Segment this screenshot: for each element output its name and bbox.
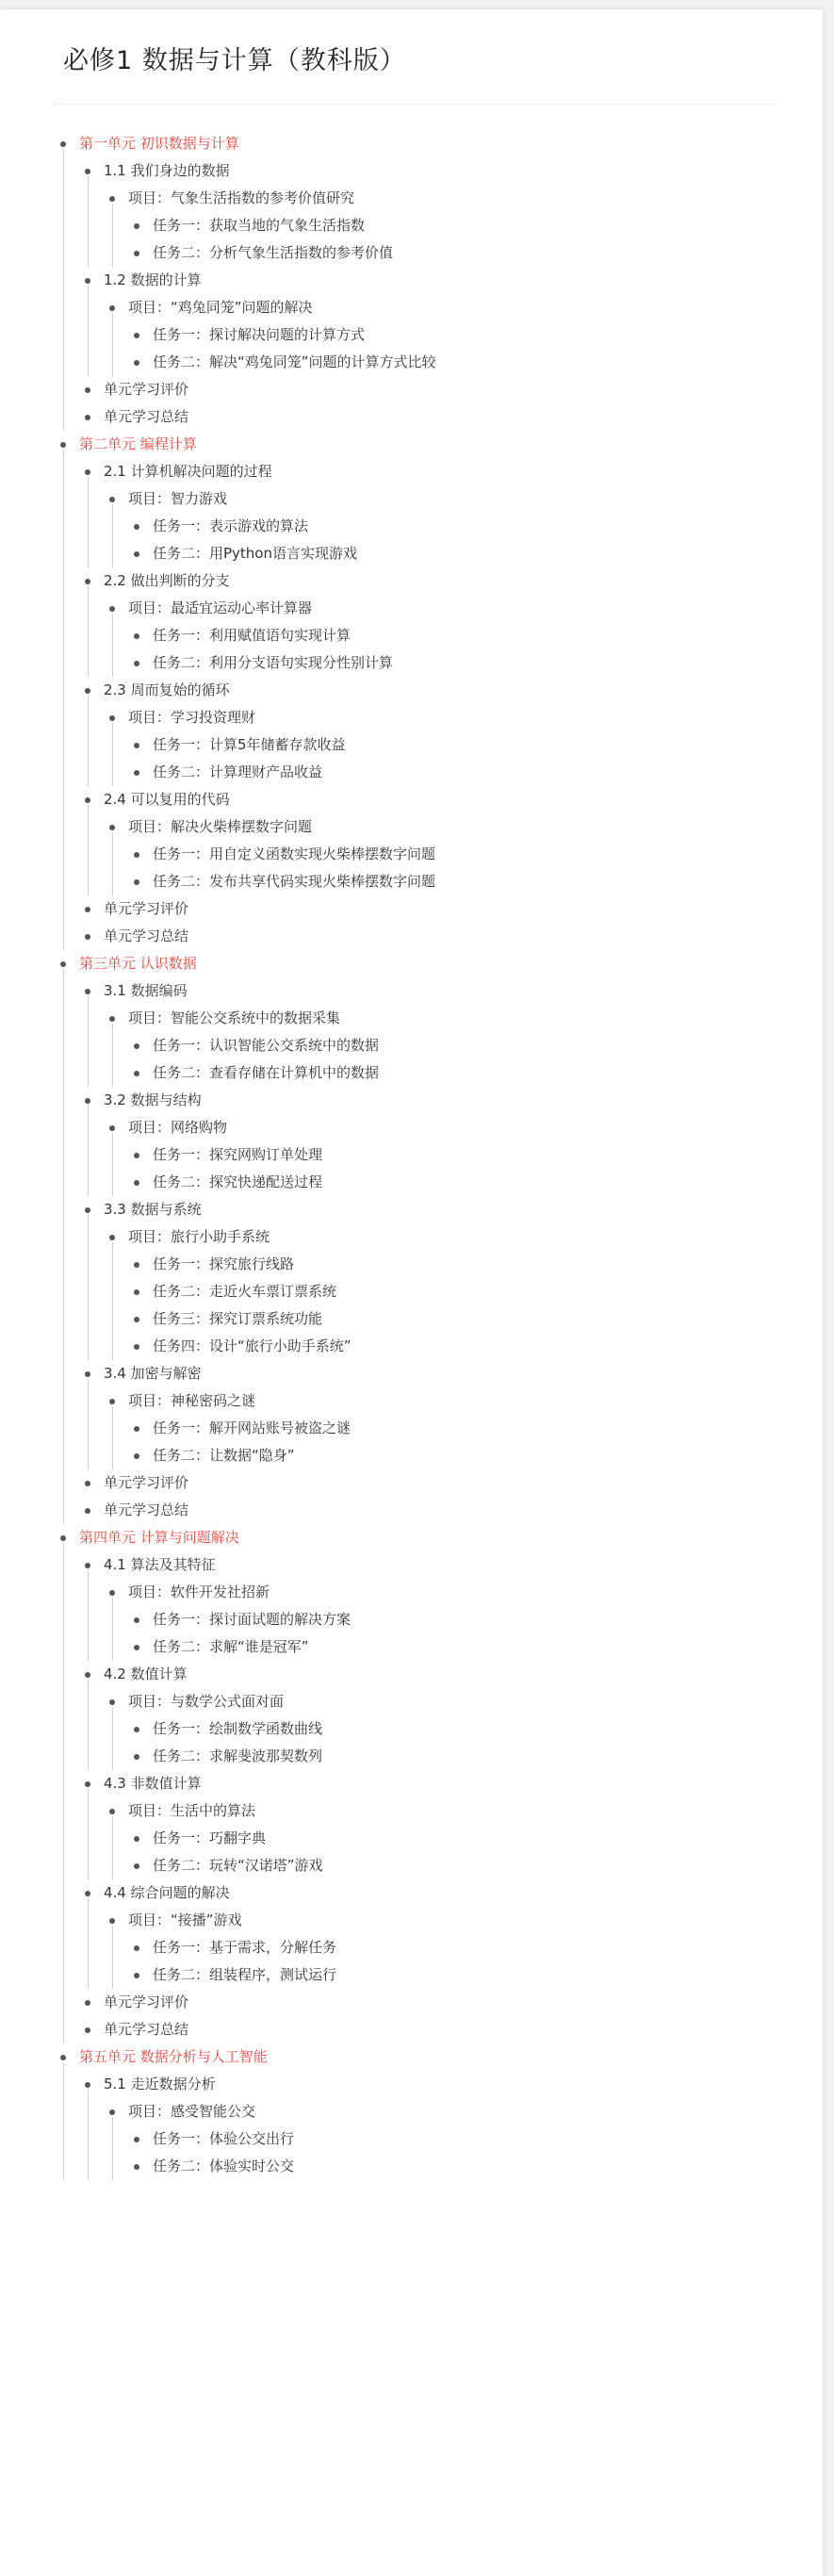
bullet-dot-icon <box>85 469 90 475</box>
bullet-dot-icon <box>109 1809 115 1814</box>
bullet-dot-icon <box>109 196 115 202</box>
bullet-dot-icon <box>85 1098 90 1104</box>
outline-task-label: 任务二：发布共享代码实现火柴棒摆数字问题 <box>153 873 436 890</box>
title-divider <box>54 104 772 105</box>
bullet-dot-icon <box>85 1207 90 1213</box>
bullet-dot-icon <box>85 2027 90 2033</box>
outline-section-label: 1.2 数据的计算 <box>104 271 202 288</box>
outline-project-label: 项目：生活中的算法 <box>128 1802 256 1819</box>
outline-project[interactable] <box>0 1907 823 1934</box>
outline-project-label: 项目：软件开发社招新 <box>128 1583 270 1600</box>
outline-task-label: 任务一：探讨面试题的解决方案 <box>153 1611 352 1628</box>
outline-section[interactable] <box>0 1661 823 1688</box>
outline-unit[interactable] <box>0 2043 823 2071</box>
bullet-dot-icon <box>109 1235 115 1240</box>
tree-guide-line <box>88 1789 89 1879</box>
bullet-dot-icon <box>134 770 139 776</box>
outline-project-label: 项目：解决火柴棒摆数字问题 <box>128 818 313 835</box>
tree-guide-line <box>112 1926 113 1989</box>
tree-guide-line <box>63 2062 64 2180</box>
bullet-dot-icon <box>134 1645 139 1650</box>
outline-project-label: 项目：“鸡兔同笼”问题的解决 <box>128 299 313 316</box>
outline-section[interactable] <box>0 786 823 813</box>
outline-task[interactable] <box>0 841 823 868</box>
outline-task[interactable] <box>0 212 823 239</box>
outline-section[interactable] <box>0 267 823 294</box>
tree-guide-line <box>112 1598 113 1661</box>
outline-task[interactable] <box>0 1032 823 1059</box>
bullet-dot-icon <box>134 2164 139 2170</box>
outline-section[interactable] <box>0 677 823 704</box>
outline-section-label: 4.1 算法及其特征 <box>104 1556 216 1573</box>
bullet-dot-icon <box>134 1289 139 1295</box>
outline-project[interactable] <box>0 485 823 513</box>
outline-task-label: 任务二：探究快递配送过程 <box>153 1173 323 1190</box>
bullet-dot-icon <box>134 1836 139 1842</box>
outline-section[interactable] <box>0 1989 823 2016</box>
tree-guide-line <box>88 1215 89 1360</box>
outline-project[interactable] <box>0 704 823 731</box>
bullet-dot-icon <box>134 1727 139 1732</box>
bullet-dot-icon <box>85 387 90 393</box>
outline-task[interactable] <box>0 2153 823 2180</box>
bullet-dot-icon <box>134 1426 139 1432</box>
outline-task[interactable] <box>0 2125 823 2153</box>
outline-section-label: 单元学习评价 <box>104 381 189 398</box>
outline-project-label: 项目：感受智能公交 <box>128 2103 256 2120</box>
tree-guide-line <box>88 477 89 567</box>
bullet-dot-icon <box>109 606 115 612</box>
outline-section[interactable] <box>0 2071 823 2098</box>
outline-task[interactable] <box>0 513 823 540</box>
bullet-dot-icon <box>134 551 139 557</box>
outline-task-label: 任务一：获取当地的气象生活指数 <box>153 217 366 234</box>
outline-section[interactable] <box>0 1879 823 1907</box>
outline-section[interactable] <box>0 1551 823 1579</box>
tree-guide-line <box>112 1024 113 1087</box>
outline-section-label: 单元学习总结 <box>104 1501 189 1518</box>
outline-section-label: 2.2 做出判断的分支 <box>104 572 230 589</box>
outline-project-label: 项目：最适宜运动心率计算器 <box>128 599 313 616</box>
tree-guide-line <box>88 1680 89 1770</box>
outline-unit-label: 第三单元 认识数据 <box>79 955 197 972</box>
tree-guide-line <box>88 176 89 267</box>
bullet-dot-icon <box>85 1891 90 1896</box>
outline-section-label: 2.4 可以复用的代码 <box>104 791 230 808</box>
outline-project[interactable] <box>0 294 823 321</box>
tree-guide-line <box>63 149 64 431</box>
outline-section-label: 单元学习评价 <box>104 900 189 917</box>
bullet-dot-icon <box>134 1317 139 1322</box>
outline-project-label: 项目：智能公交系统中的数据采集 <box>128 1009 341 1026</box>
outline-task[interactable] <box>0 239 823 267</box>
tree-guide-line <box>112 1707 113 1770</box>
outline-task[interactable] <box>0 349 823 376</box>
bullet-dot-icon <box>134 524 139 530</box>
bullet-dot-icon <box>85 579 90 584</box>
bullet-dot-icon <box>85 2082 90 2088</box>
outline-task[interactable] <box>0 540 823 567</box>
outline-unit-label: 第四单元 计算与问题解决 <box>79 1529 239 1546</box>
bullet-dot-icon <box>134 1973 139 1978</box>
tree-guide-line <box>88 286 89 376</box>
outline-project[interactable] <box>0 1114 823 1141</box>
bullet-dot-icon <box>85 278 90 284</box>
outline-section-label: 4.4 综合问题的解决 <box>104 1884 230 1901</box>
bullet-dot-icon <box>109 1016 115 1022</box>
outline-task-label: 任务一：巧翻字典 <box>153 1829 267 1846</box>
bullet-dot-icon <box>109 1699 115 1705</box>
outline-task-label: 任务二：求解“谁是冠军” <box>153 1638 309 1655</box>
outline-project[interactable] <box>0 2098 823 2125</box>
outline-task[interactable] <box>0 1169 823 1196</box>
outline-section[interactable] <box>0 1770 823 1797</box>
outline-project-label: 项目：网络购物 <box>128 1119 228 1136</box>
outline-task[interactable] <box>0 1415 823 1442</box>
outline-section-label: 3.1 数据编码 <box>104 982 188 999</box>
bullet-dot-icon <box>85 1563 90 1568</box>
tree-guide-line <box>63 1543 64 2043</box>
bullet-dot-icon <box>109 1918 115 1924</box>
outline-section[interactable] <box>0 403 823 431</box>
outline-task[interactable] <box>0 1606 823 1633</box>
outline-unit-label: 第一单元 初识数据与计算 <box>79 135 239 152</box>
outline-section-label: 3.4 加密与解密 <box>104 1365 202 1382</box>
outline-task-label: 任务四：设计“旅行小助手系统” <box>153 1337 352 1354</box>
outline-section[interactable] <box>0 895 823 923</box>
bullet-dot-icon <box>134 661 139 666</box>
outline-task-label: 任务一：体验公交出行 <box>153 2130 295 2147</box>
outline-section-label: 2.1 计算机解决问题的过程 <box>104 463 272 480</box>
outline-project[interactable] <box>0 1797 823 1825</box>
outline-section[interactable] <box>0 923 823 950</box>
outline-section[interactable] <box>0 2016 823 2043</box>
bullet-dot-icon <box>134 2137 139 2142</box>
outline-project[interactable] <box>0 813 823 841</box>
outline-task[interactable] <box>0 1743 823 1770</box>
outline-unit[interactable] <box>0 950 823 977</box>
bullet-dot-icon <box>109 2109 115 2115</box>
outline-project-label: 项目：“接播”游戏 <box>128 1911 242 1928</box>
outline-task[interactable] <box>0 1442 823 1469</box>
outline-task[interactable] <box>0 1141 823 1169</box>
outline-section-label: 2.3 周而复始的循环 <box>104 681 230 698</box>
tree-guide-line <box>88 1379 89 1469</box>
bullet-dot-icon <box>134 1262 139 1268</box>
outline-project-label: 项目：旅行小助手系统 <box>128 1228 270 1245</box>
outline-project[interactable] <box>0 595 823 622</box>
outline-task-label: 任务二：计算理财产品收益 <box>153 763 323 780</box>
bullet-dot-icon <box>85 1781 90 1787</box>
outline-unit-label: 第二单元 编程计算 <box>79 435 197 452</box>
outline-section-label: 单元学习评价 <box>104 1474 189 1491</box>
outline-project-label: 项目：与数学公式面对面 <box>128 1693 285 1710</box>
outline-project[interactable] <box>0 1387 823 1415</box>
outline-task[interactable] <box>0 1715 823 1743</box>
tree-guide-line <box>112 204 113 267</box>
bullet-dot-icon <box>85 989 90 994</box>
tree-guide-line <box>88 1570 89 1661</box>
bullet-dot-icon <box>60 1535 66 1541</box>
outline-task-label: 任务二：求解斐波那契数列 <box>153 1747 323 1764</box>
outline-section-label: 单元学习总结 <box>104 2021 189 2038</box>
outline-section-label: 3.2 数据与结构 <box>104 1091 202 1108</box>
bullet-dot-icon <box>85 169 90 174</box>
outline-section[interactable] <box>0 1196 823 1223</box>
outline-task-label: 任务二：走近火车票订票系统 <box>153 1283 337 1300</box>
outline-task-label: 任务二：玩转“汉诺塔”游戏 <box>153 1857 323 1874</box>
outline-task-label: 任务一：用自定义函数实现火柴棒摆数字问题 <box>153 845 436 862</box>
outline-task[interactable] <box>0 868 823 895</box>
outline-task[interactable] <box>0 321 823 349</box>
outline-task[interactable] <box>0 1961 823 1989</box>
outline-task-label: 任务二：利用分支语句实现分性别计算 <box>153 654 394 671</box>
tree-guide-line <box>63 450 64 950</box>
tree-guide-line <box>112 1406 113 1469</box>
bullet-dot-icon <box>134 251 139 256</box>
outline-section[interactable] <box>0 977 823 1005</box>
bullet-dot-icon <box>109 715 115 721</box>
tree-guide-line <box>88 696 89 786</box>
outline-project[interactable] <box>0 1005 823 1032</box>
outline-unit[interactable] <box>0 1524 823 1551</box>
bullet-dot-icon <box>134 743 139 748</box>
tree-guide-line <box>112 313 113 376</box>
outline-section-label: 3.3 数据与系统 <box>104 1201 202 1218</box>
bullet-dot-icon <box>85 415 90 420</box>
bullet-dot-icon <box>134 1754 139 1760</box>
outline-task[interactable] <box>0 622 823 649</box>
outline-task[interactable] <box>0 1305 823 1333</box>
tree-guide-line <box>112 2117 113 2180</box>
tree-guide-line <box>88 1106 89 1196</box>
outline-task-label: 任务二：让数据“隐身” <box>153 1447 295 1464</box>
outline-section-label: 5.1 走近数据分析 <box>104 2076 216 2092</box>
bullet-dot-icon <box>134 1153 139 1158</box>
tree-guide-line <box>112 1242 113 1360</box>
outline-section[interactable] <box>0 1360 823 1387</box>
bullet-dot-icon <box>109 497 115 502</box>
bullet-dot-icon <box>85 934 90 940</box>
outline-task[interactable] <box>0 1633 823 1661</box>
bullet-dot-icon <box>134 223 139 229</box>
bullet-dot-icon <box>85 1481 90 1486</box>
outline-task[interactable] <box>0 1825 823 1852</box>
bullet-dot-icon <box>134 333 139 338</box>
outline-task-label: 任务二：查看存储在计算机中的数据 <box>153 1064 380 1081</box>
outline-section[interactable] <box>0 157 823 185</box>
outline-task[interactable] <box>0 1934 823 1961</box>
outline-task-label: 任务二：分析气象生活指数的参考价值 <box>153 244 394 261</box>
tree-guide-line <box>112 504 113 567</box>
tree-guide-line <box>112 723 113 786</box>
tree-guide-line <box>112 832 113 895</box>
outline-task-label: 任务一：表示游戏的算法 <box>153 517 309 534</box>
bullet-dot-icon <box>85 907 90 912</box>
outline-task-label: 任务一：解开网站账号被盗之谜 <box>153 1419 352 1436</box>
outline-task[interactable] <box>0 1251 823 1278</box>
bullet-dot-icon <box>134 1617 139 1623</box>
outline-section[interactable] <box>0 376 823 403</box>
bullet-dot-icon <box>134 360 139 366</box>
bullet-dot-icon <box>134 1043 139 1049</box>
bullet-dot-icon <box>60 961 66 967</box>
outline-section-label: 4.3 非数值计算 <box>104 1775 202 1792</box>
tree-guide-line <box>88 586 89 677</box>
bullet-dot-icon <box>134 852 139 858</box>
outline-section[interactable] <box>0 1087 823 1114</box>
tree-guide-line <box>63 969 64 1524</box>
bullet-dot-icon <box>109 1590 115 1596</box>
outline-task-label: 任务二：解决“鸡兔同笼”问题的计算方式比较 <box>153 353 436 370</box>
bullet-dot-icon <box>85 688 90 694</box>
outline-project[interactable] <box>0 1579 823 1606</box>
bullet-dot-icon <box>134 879 139 885</box>
outline-section-label: 单元学习总结 <box>104 927 189 944</box>
outline-section-label: 1.1 我们身边的数据 <box>104 162 230 179</box>
outline-task-label: 任务一：绘制数学函数曲线 <box>153 1720 323 1737</box>
mind-map-outline-page <box>0 9 823 2576</box>
bullet-dot-icon <box>109 1125 115 1131</box>
outline-project-label: 项目：气象生活指数的参考价值研究 <box>128 189 355 206</box>
tree-guide-line <box>88 805 89 895</box>
outline-project[interactable] <box>0 185 823 212</box>
outline-task-label: 任务二：用Python语言实现游戏 <box>153 545 357 562</box>
outline-task-label: 任务一：探究旅行线路 <box>153 1255 295 1272</box>
outline-task-label: 任务一：认识智能公交系统中的数据 <box>153 1037 380 1054</box>
outline-task[interactable] <box>0 1333 823 1360</box>
tree-guide-line <box>88 996 89 1087</box>
outline-project-label: 项目：神秘密码之谜 <box>128 1392 256 1409</box>
outline-unit-label: 第五单元 数据分析与人工智能 <box>79 2048 268 2065</box>
outline-section[interactable] <box>0 1497 823 1524</box>
tree-guide-line <box>112 1816 113 1879</box>
outline-project-label: 项目：学习投资理财 <box>128 709 256 726</box>
outline-task[interactable] <box>0 649 823 677</box>
tree-guide-line <box>88 2090 89 2180</box>
outline-task[interactable] <box>0 731 823 759</box>
outline-task-label: 任务一：探究网购订单处理 <box>153 1146 323 1163</box>
outline-task-label: 任务三：探究订票系统功能 <box>153 1310 323 1327</box>
bullet-dot-icon <box>134 1344 139 1350</box>
bullet-dot-icon <box>60 141 66 147</box>
outline-task[interactable] <box>0 1852 823 1879</box>
bullet-dot-icon <box>60 442 66 448</box>
outline-section[interactable] <box>0 458 823 485</box>
bullet-dot-icon <box>109 305 115 311</box>
outline-section-label: 单元学习总结 <box>104 408 189 425</box>
page-title: 必修1 数据与计算（教科版） <box>63 46 406 75</box>
outline-task[interactable] <box>0 759 823 786</box>
bullet-dot-icon <box>85 1508 90 1514</box>
bullet-dot-icon <box>85 1371 90 1377</box>
bullet-dot-icon <box>109 825 115 830</box>
outline-project[interactable] <box>0 1223 823 1251</box>
outline-task[interactable] <box>0 1278 823 1305</box>
tree-guide-line <box>88 1898 89 1989</box>
outline-unit[interactable] <box>0 130 823 157</box>
outline-section-label: 单元学习评价 <box>104 1994 189 2010</box>
outline-task-label: 任务二：体验实时公交 <box>153 2158 295 2174</box>
outline-section-label: 4.2 数值计算 <box>104 1665 188 1682</box>
bullet-dot-icon <box>85 2000 90 2006</box>
outline-project[interactable] <box>0 1688 823 1715</box>
bullet-dot-icon <box>85 797 90 803</box>
outline-task-label: 任务一：计算5年储蓄存款收益 <box>153 736 346 753</box>
bullet-dot-icon <box>134 1453 139 1459</box>
outline-section[interactable] <box>0 1469 823 1497</box>
outline-task-label: 任务一：探讨解决问题的计算方式 <box>153 326 366 343</box>
outline-unit[interactable] <box>0 431 823 458</box>
bullet-dot-icon <box>85 1672 90 1678</box>
outline-section[interactable] <box>0 567 823 595</box>
bullet-dot-icon <box>134 1863 139 1869</box>
bullet-dot-icon <box>134 633 139 639</box>
bullet-dot-icon <box>134 1180 139 1186</box>
outline-project-label: 项目：智力游戏 <box>128 490 228 507</box>
bullet-dot-icon <box>134 1071 139 1076</box>
outline-task-label: 任务二：组装程序，测试运行 <box>153 1966 337 1983</box>
tree-guide-line <box>112 614 113 677</box>
bullet-dot-icon <box>134 1945 139 1951</box>
bullet-dot-icon <box>109 1399 115 1404</box>
outline-task[interactable] <box>0 1059 823 1087</box>
outline-task-label: 任务一：利用赋值语句实现计算 <box>153 627 352 644</box>
outline-task-label: 任务一：基于需求，分解任务 <box>153 1939 337 1956</box>
tree-guide-line <box>112 1133 113 1196</box>
bullet-dot-icon <box>60 2055 66 2060</box>
